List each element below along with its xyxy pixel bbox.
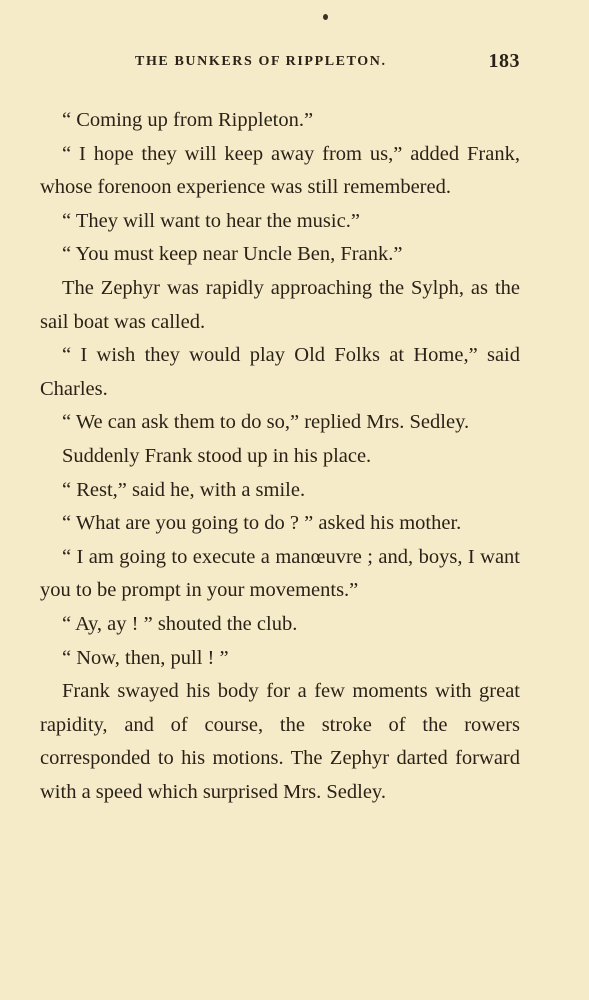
paragraph: “ Rest,” said he, with a smile. bbox=[62, 478, 306, 501]
page-number: 183 bbox=[488, 50, 520, 72]
paragraph: “ Now, then, pull ! ” bbox=[62, 646, 229, 669]
paragraph: “ I hope they will keep away from us,” added Frank, whose forenoon experience was still remembered. bbox=[40, 142, 520, 199]
page-header bbox=[40, 50, 520, 74]
paragraph: “ They will want to hear the music.” bbox=[62, 209, 360, 232]
running-title: THE BUNKERS OF RIPPLETON. bbox=[135, 54, 387, 69]
paragraph: “ You must keep near Uncle Ben, Frank.” bbox=[62, 243, 403, 266]
body-text bbox=[40, 104, 520, 809]
paragraph: “ I am going to execute a manœuvre ; and, boys, I want you to be prompt in your movements.” bbox=[40, 545, 520, 602]
paragraph: “ Ay, ay ! ” shouted the club. bbox=[62, 612, 298, 635]
paragraph: “ I wish they would play Old Folks at Home,” said Charles. bbox=[40, 344, 520, 400]
paragraph: Suddenly Frank stood up in his place. bbox=[62, 444, 372, 467]
paragraph: The Zephyr was rapidly approaching the Sylph, as the sail boat was called. bbox=[40, 276, 520, 333]
paragraph: “ Coming up from Rippleton.” bbox=[62, 109, 314, 131]
ink-speck bbox=[323, 14, 328, 20]
paragraph: Frank swayed his body for a few moments with great rapidity, and of course, the stroke of the rowers corresponded to his motions. The Zephyr darted forward with a speed which surprised Mrs. Sedley. bbox=[40, 680, 520, 803]
paragraph: “ We can ask them to do so,” replied Mrs. Sedley. bbox=[62, 411, 470, 434]
paragraph: “ What are you going to do ? ” asked his mother. bbox=[62, 512, 462, 535]
